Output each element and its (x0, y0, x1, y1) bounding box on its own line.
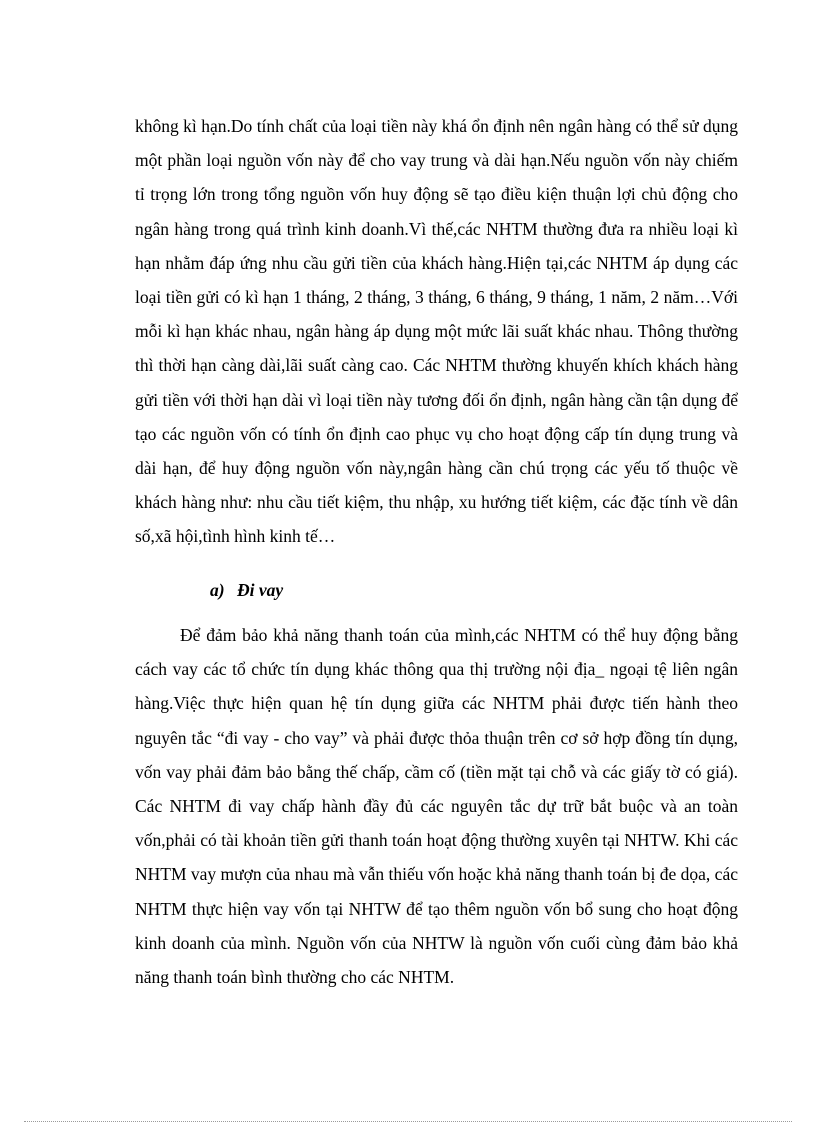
body-paragraph-2: Để đảm bảo khả năng thanh toán của mình,các NHTM có thể huy động bằng cách vay các tổ chức tín dụng khác thông qua thị trường nội địa_ ngoại tệ liên ngân hàng.Việc thực hiện quan hệ tín dụng giữa các NHTM phải được tiến hành theo nguyên tắc “đi vay - cho vay” và phải được thỏa thuận trên cơ sở hợp đồng tín dụng, vốn vay phải đảm bảo bằng thế chấp, cầm cố (tiền mặt tại chỗ và các giấy tờ có giá). Các NHTM đi vay chấp hành đầy đủ các nguyên tắc dự trữ bắt buộc và an toàn vốn,phải có tài khoản tiền gửi thanh toán hoạt động thường xuyên tại NHTW. Khi các NHTM vay mượn của nhau mà vẫn thiếu vốn hoặc khả năng thanh toán bị đe dọa, các NHTM thực hiện vay vốn tại NHTW để tạo thêm nguồn vốn bổ sung cho hoạt động kinh doanh của mình. Nguồn vốn của NHTW là nguồn vốn cuối cùng đảm bảo khả năng thanh toán bình thường cho các NHTM. (135, 625, 738, 988)
page-bottom-dotted-rule (24, 1121, 792, 1122)
section-heading (210, 573, 283, 607)
section-heading-number: a) (210, 580, 225, 600)
section-heading-text: Đi vay (236, 580, 284, 600)
body-paragraph-1: không kì hạn.Do tính chất của loại tiền này khá ổn định nên ngân hàng có thể sử dụng một phần loại nguồn vốn này để cho vay trung và dài hạn.Nếu nguồn vốn này chiếm tỉ trọng lớn trong tổng nguồn vốn huy động sẽ tạo điều kiện thuận lợi chủ động cho ngân hàng trong quá trình kinh doanh.Vì thế,các NHTM thường đưa ra nhiều loại kì hạn nhằm đáp ứng nhu cầu gửi tiền của khách hàng.Hiện tại,các NHTM áp dụng các loại tiền gửi có kì hạn 1 tháng, 2 tháng, 3 tháng, 6 tháng, 9 tháng, 1 năm, 2 năm…Với mỗi kì hạn khác nhau, ngân hàng áp dụng một mức lãi suất khác nhau. Thông thường thì thời hạn càng dài,lãi suất càng cao. Các NHTM thường khuyến khích khách hàng gửi tiền với thời hạn dài vì loại tiền này tương đối ổn định, ngân hàng cần tận dụng để tạo các nguồn vốn có tính ổn định cao phục vụ cho hoạt động cấp tín dụng trung và dài hạn, để huy động nguồn vốn này,ngân hàng cần chú trọng các yếu tố thuộc về khách hàng như: nhu cầu tiết kiệm, thu nhập, xu hướng tiết kiệm, các đặc tính về dân số,xã hội,tình hình kinh tế… (135, 116, 738, 547)
